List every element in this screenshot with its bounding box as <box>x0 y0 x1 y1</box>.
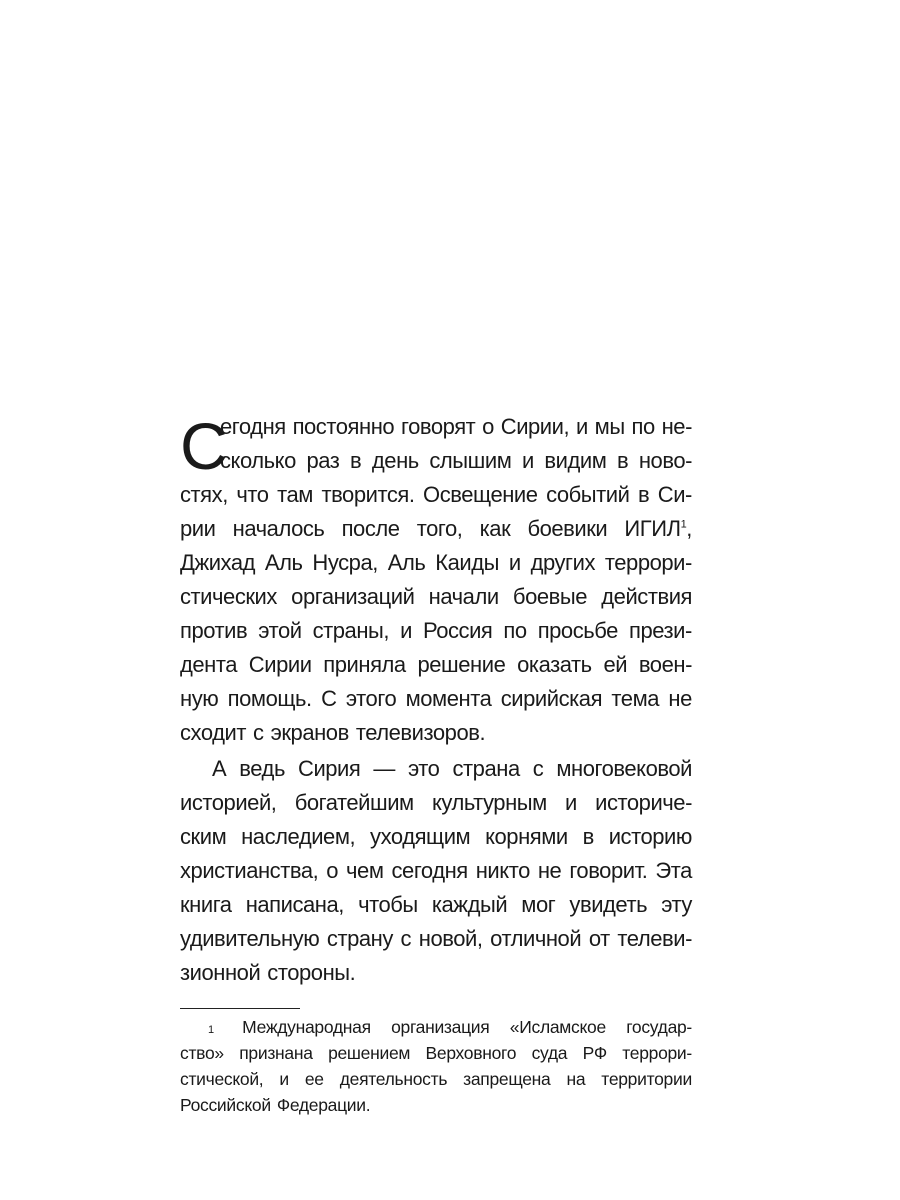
paragraph-1-line: сходит с экранов телевизоров. <box>180 720 486 745</box>
footnote-line: 1 Международная организация «Исламское государ- <box>208 1017 692 1037</box>
paragraph-2-line: ским наследием, уходящим корнями в историю <box>180 824 692 849</box>
paragraph-1-line: дента Сирии приняла решение оказать ей воен- <box>180 652 692 677</box>
footnote-line: стической, и ее деятельность запрещена на территории <box>180 1069 692 1089</box>
paragraph-1-line: сколько раз в день слышим и видим в ново- <box>220 448 692 473</box>
footnote-line: ство» признана решением Верховного суда РФ террори- <box>180 1043 692 1063</box>
paragraph-1-line: егодня постоянно говорят о Сирии, и мы по не- <box>220 414 692 439</box>
paragraph-2-line: удивительную страну с новой, отличной от телеви- <box>180 926 692 951</box>
paragraph-1-line: Джихад Аль Нусра, Аль Каиды и других террори- <box>180 550 692 575</box>
paragraph-2-line: историей, богатейшим культурным и историче- <box>180 790 692 815</box>
paragraph-2-line: книга написана, чтобы каждый мог увидеть эту <box>180 892 692 917</box>
paragraph-1-line: против этой страны, и Россия по просьбе прези- <box>180 618 692 643</box>
footnote-reference[interactable]: 1 <box>680 518 687 531</box>
footnote-line: Российской Федерации. <box>180 1095 371 1115</box>
footnote-divider <box>180 1008 300 1009</box>
paragraph-2-line: зионной стороны. <box>180 960 356 985</box>
paragraph-1 <box>180 410 692 750</box>
paragraph-1-line: стях, что там творится. Освещение событий в Си- <box>180 482 692 507</box>
paragraph-1-line: ную помощь. С этого момента сирийская тема не <box>180 686 692 711</box>
paragraph-2 <box>180 752 692 990</box>
footnote <box>180 1014 692 1118</box>
paragraph-2-line: христианства, о чем сегодня никто не говорит. Эта <box>180 858 692 883</box>
drop-cap: С <box>180 409 228 483</box>
paragraph-1-line: рии началось после того, как боевики ИГИЛ$^1$, <box>180 516 692 541</box>
paragraph-2-line: А ведь Сирия — это страна с многовековой <box>212 756 692 781</box>
paragraph-1-line: стических организаций начали боевые действия <box>180 584 692 609</box>
main-text <box>180 410 692 990</box>
